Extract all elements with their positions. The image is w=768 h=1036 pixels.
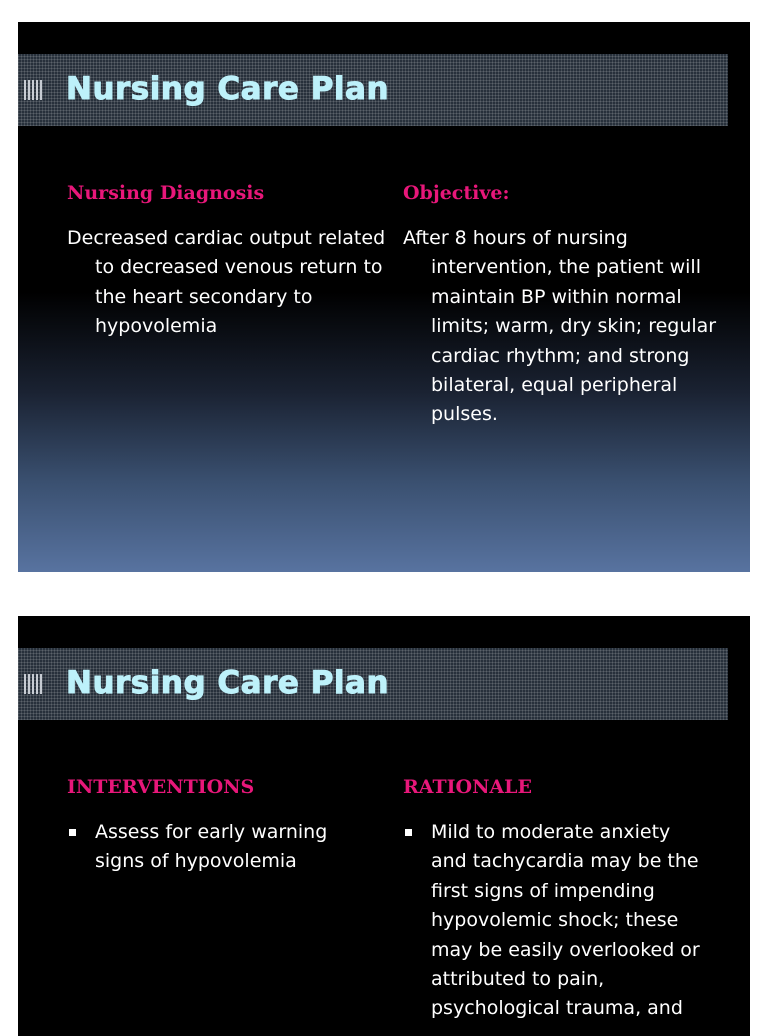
nursing-diagnosis-heading: Nursing Diagnosis	[67, 182, 265, 204]
list-item	[403, 818, 708, 1024]
interventions-heading: INTERVENTIONS	[67, 776, 255, 798]
rationale-list	[403, 818, 708, 1024]
slide-title: Nursing Care Plan	[66, 665, 390, 701]
square-bullet-icon	[69, 829, 76, 836]
interventions-list	[67, 818, 367, 877]
vertical-bars-icon	[24, 80, 42, 100]
title-bar	[18, 54, 728, 126]
title-bar	[18, 648, 728, 720]
square-bullet-icon	[405, 829, 412, 836]
objective-text: After 8 hours of nursing intervention, the patient will maintain BP within normal limits; warm, dry skin; regular cardiac rhythm; and strong bilateral, equal peripheral pulses.	[403, 227, 717, 426]
slide-2	[18, 616, 750, 1036]
bullet-text: Mild to moderate anxiety and tachycardia may be the first signs of impending hypovolemic shock; these may be easily overlooked or attributed to pain, psychological trauma, and	[431, 821, 700, 1020]
vertical-bars-icon	[24, 674, 42, 694]
rationale-heading: RATIONALE	[403, 776, 533, 798]
objective-heading: Objective:	[403, 182, 510, 204]
bullet-text: Assess for early warning signs of hypovolemia	[95, 821, 328, 873]
slide-1	[18, 22, 750, 572]
list-item	[67, 818, 367, 877]
slide-title: Nursing Care Plan	[66, 71, 390, 107]
nursing-diagnosis-text: Decreased cardiac output related to decreased venous return to the heart secondary to hypovolemia	[67, 227, 386, 338]
